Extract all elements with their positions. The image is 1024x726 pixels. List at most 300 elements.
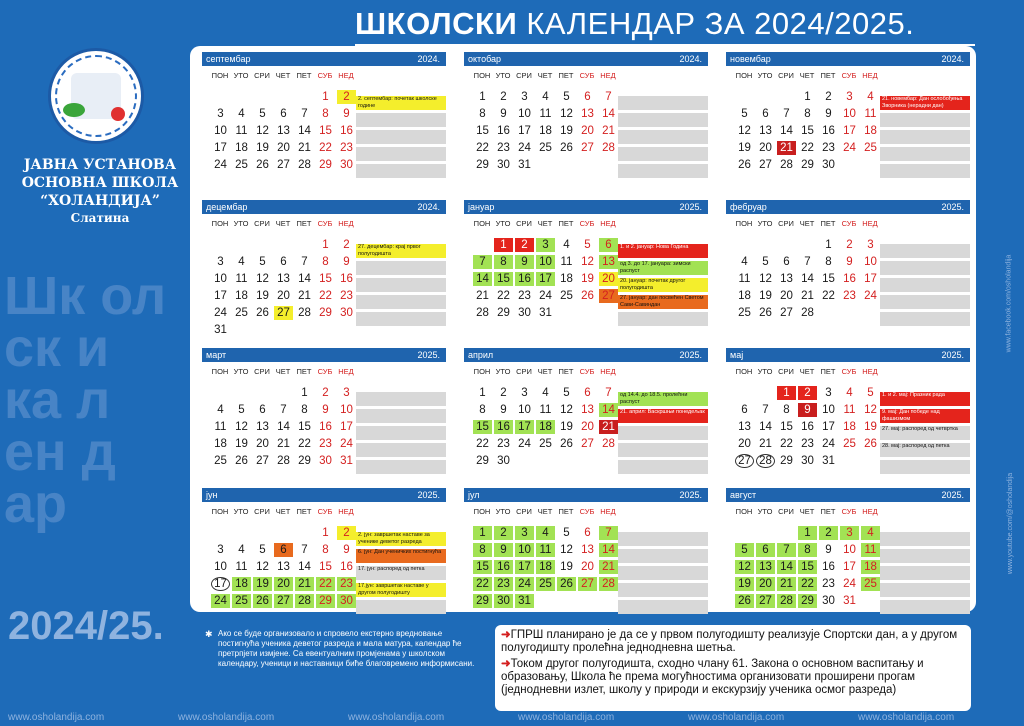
weekday-label: СРИ [778,507,794,516]
weekday-label: СУБ [841,507,857,516]
day-cell: 28 [295,594,314,608]
day-cell: 5 [762,256,769,268]
event-note [356,295,446,309]
day-cell: 10 [864,256,877,268]
day-cell: 28 [298,307,311,319]
day-cell: 27 [735,454,754,468]
day-cell: 13 [756,560,775,574]
day-cell: 21 [295,577,314,591]
day-cell: 19 [735,577,754,591]
weekday-header [726,71,878,83]
weekday-label: ЧЕТ [275,71,291,80]
day-cell: 26 [759,307,772,319]
day-cell: 18 [560,273,573,285]
day-cell: 11 [235,273,248,285]
weekday-label: ПЕТ [558,507,574,516]
day-cell: 9 [343,544,350,556]
day-cell: 7 [605,91,612,103]
event-note [356,426,446,440]
day-cell: 2 [343,239,350,251]
day-cell: 8 [798,543,817,557]
day-cell: 12 [256,273,269,285]
day-cell: 29 [780,455,793,467]
weekday-label: УТО [495,219,511,228]
day-cell: 6 [584,387,591,399]
day-cell: 11 [560,256,573,268]
weekday-label: ЧЕТ [799,367,815,376]
event-note [356,409,446,423]
arrow-icon: ➜ [501,658,511,670]
deco-line: Шк ол [4,266,167,326]
website-link[interactable]: www.osholandija.com [518,712,615,723]
month-name: мај [730,350,744,360]
day-cell: 24 [515,577,534,591]
weekday-header [726,367,878,379]
weekday-label: НЕД [862,367,878,376]
weekday-label: ЧЕТ [537,71,553,80]
day-cell: 1 [473,526,492,540]
day-cell: 10 [518,108,531,120]
day-cell: 29 [473,594,492,608]
day-cell: 9 [515,255,534,269]
weekday-label: ЧЕТ [799,219,815,228]
weekday-label: ПЕТ [296,507,312,516]
day-cell: 5 [259,108,266,120]
day-cell: 12 [738,125,751,137]
day-cell: 16 [340,125,353,137]
weekday-label: СРИ [778,367,794,376]
day-cell: 6 [599,238,618,252]
day-cell: 17 [214,290,227,302]
website-link[interactable]: www.osholandija.com [688,712,785,723]
weekday-label: НЕД [862,507,878,516]
day-cell: 24 [843,578,856,590]
weekday-label: ЧЕТ [275,507,291,516]
day-cell: 2 [494,526,513,540]
event-note: 28. мај: распоред од петка [880,443,970,457]
day-cell: 18 [232,577,251,591]
day-cell: 8 [322,544,329,556]
event-note [880,600,970,614]
day-cell: 23 [822,142,835,154]
day-cell: 9 [322,404,329,416]
day-cell: 27 [277,159,290,171]
weekday-label: ЧЕТ [537,367,553,376]
event-note [618,443,708,457]
day-cell: 23 [518,290,531,302]
day-cell: 7 [301,544,308,556]
month-header [464,488,708,502]
day-cell: 16 [494,560,513,574]
day-cell: 25 [232,594,251,608]
deco-line: ка л [4,370,111,430]
day-cell: 16 [801,421,814,433]
day-cell: 2 [322,387,329,399]
month-name: јул [468,490,480,500]
day-cell: 30 [822,159,835,171]
weekday-label: ПЕТ [296,219,312,228]
day-cell: 10 [515,543,534,557]
weekday-label: ПОН [473,71,491,80]
event-note [356,147,446,161]
day-cell: 27 [759,159,772,171]
day-cell: 15 [473,560,492,574]
weekday-label: ПОН [735,71,753,80]
event-note [618,113,708,127]
day-cell: 22 [798,577,817,591]
day-cell: 23 [340,290,353,302]
day-cell: 11 [235,561,248,573]
day-cell: 25 [560,290,573,302]
day-cell: 21 [298,290,311,302]
month-year: 2025. [941,350,964,360]
day-cell: 6 [259,404,266,416]
weekday-label: ПОН [211,367,229,376]
day-cell: 31 [822,455,835,467]
day-cell: 11 [861,543,880,557]
day-cell: 13 [780,273,793,285]
day-cell: 28 [476,307,489,319]
day-cell: 22 [319,290,332,302]
day-cell: 12 [581,256,594,268]
footnote-box [495,625,971,711]
day-cell: 30 [801,455,814,467]
day-cell: 17 [843,125,856,137]
weekday-label: СРИ [516,367,532,376]
weekday-label: ЧЕТ [537,219,553,228]
event-note [880,566,970,580]
day-cell: 21 [777,141,796,155]
day-cell: 1 [322,239,329,251]
weekday-label: ПЕТ [296,71,312,80]
month-year: 2025. [417,350,440,360]
day-cell: 3 [217,256,224,268]
month-name: август [730,490,757,500]
page-title: ШКОЛСКИ КАЛЕНДАР ЗА 2024/2025. [355,6,915,41]
day-cell: 30 [822,595,835,607]
day-cell: 22 [319,142,332,154]
weekday-label: СРИ [254,507,270,516]
day-cell: 26 [560,142,573,154]
day-cell: 3 [217,108,224,120]
day-cell: 17 [515,420,534,434]
day-cell: 16 [515,272,534,286]
day-cell: 27 [581,142,594,154]
event-note [880,583,970,597]
day-cell: 29 [798,594,817,608]
month-year: 2024. [417,54,440,64]
day-cell: 4 [563,239,570,251]
day-cell: 5 [238,404,245,416]
event-note [618,147,708,161]
month-name: децембар [206,202,248,212]
month-октобар [464,52,708,192]
weekday-label: НЕД [338,507,354,516]
weekday-label: СРИ [516,507,532,516]
day-cell: 26 [256,159,269,171]
day-cell: 28 [602,438,615,450]
day-cell: 5 [735,543,754,557]
weekday-label: НЕД [600,71,616,80]
weekday-label: СУБ [317,507,333,516]
event-note: 1. и 2. мај: Празник рада [880,392,970,406]
day-cell: 11 [539,108,552,120]
day-cell: 29 [319,159,332,171]
website-link[interactable]: www.osholandija.com [348,712,445,723]
day-cell: 25 [214,455,227,467]
event-note [618,96,708,110]
day-cell: 26 [738,159,751,171]
day-cell: 20 [581,561,594,573]
event-note [880,244,970,258]
day-cell: 30 [340,307,353,319]
day-cell: 27 [756,594,775,608]
month-фебруар [726,200,970,340]
day-cell: 15 [801,125,814,137]
day-cell: 1 [322,527,329,539]
day-cell: 2 [819,526,838,540]
day-cell: 16 [494,420,513,434]
day-cell: 5 [563,91,570,103]
month-header [202,348,446,362]
day-cell: 15 [494,272,513,286]
deco-line: ск и [4,318,110,378]
day-cell: 24 [864,290,877,302]
event-note [356,130,446,144]
event-note [618,312,708,326]
month-name: фебруар [730,202,767,212]
day-cell: 24 [518,142,531,154]
day-cell: 12 [735,560,754,574]
event-note [880,147,970,161]
day-cell: 28 [599,577,618,591]
day-cell: 22 [473,577,492,591]
weekday-label: ЧЕТ [275,367,291,376]
day-cell: 20 [780,290,793,302]
day-cell: 8 [494,255,513,269]
day-cell: 26 [735,594,754,608]
day-cell: 2 [500,91,507,103]
day-cell: 29 [316,594,335,608]
weekday-label: НЕД [862,219,878,228]
website-link[interactable]: www.osholandija.com [8,712,105,723]
event-note [618,600,708,614]
month-децембар [202,200,446,340]
day-cell: 12 [560,404,573,416]
event-note [880,130,970,144]
day-cell: 10 [843,108,856,120]
day-cell: 18 [861,560,880,574]
day-cell: 1 [804,91,811,103]
day-cell: 27 [578,577,597,591]
event-note [356,392,446,406]
event-note [618,426,708,440]
event-note [356,278,446,292]
day-cell: 9 [825,108,832,120]
weekday-header [464,507,616,519]
day-cell: 24 [822,438,835,450]
month-name: јануар [468,202,495,212]
day-cell: 10 [214,561,227,573]
day-cell: 26 [256,307,269,319]
day-cell: 20 [277,290,290,302]
event-note [356,443,446,457]
day-cell: 15 [473,420,492,434]
day-cell: 14 [602,108,615,120]
day-cell: 29 [476,159,489,171]
day-cell: 21 [777,577,796,591]
weekday-label: УТО [233,507,249,516]
website-link[interactable]: www.osholandija.com [178,712,275,723]
day-cell: 21 [476,290,489,302]
day-cell: 1 [301,387,308,399]
month-header [202,52,446,66]
event-note [356,113,446,127]
event-note: 21. април: Васкршњи понедељак [618,409,708,423]
day-cell: 19 [253,577,272,591]
day-cell: 13 [738,421,751,433]
event-note [880,113,970,127]
day-cell: 2 [500,387,507,399]
weekday-label: УТО [233,367,249,376]
day-cell: 4 [238,544,245,556]
day-cell: 16 [319,421,332,433]
month-name: јун [206,490,218,500]
weekday-label: СУБ [579,367,595,376]
month-header [726,488,970,502]
day-cell: 4 [846,387,853,399]
school-name-line-1: ЈАВНА УСТАНОВА [23,157,177,173]
weekday-label: ПОН [473,367,491,376]
day-cell: 11 [539,404,552,416]
month-август [726,488,970,628]
month-март [202,348,446,488]
weekday-label: ПОН [735,367,753,376]
event-note: 2. септембар: почетак школске године [356,96,446,110]
weekday-label: УТО [757,507,773,516]
weekday-label: СРИ [778,219,794,228]
day-cell: 3 [536,238,555,252]
event-note: 27. децембар: крај првог полугодишта [356,244,446,258]
day-cell: 27 [581,438,594,450]
day-cell: 11 [864,108,877,120]
day-cell: 15 [319,125,332,137]
day-cell: 26 [557,577,576,591]
month-header [726,348,970,362]
day-cell: 18 [738,290,751,302]
day-cell: 27 [256,455,269,467]
weekday-label: СРИ [778,71,794,80]
day-cell: 28 [298,159,311,171]
weekday-label: ПОН [211,219,229,228]
weekday-label: УТО [495,367,511,376]
day-cell: 22 [476,438,489,450]
day-cell: 23 [843,290,856,302]
day-cell: 24 [340,438,353,450]
day-cell: 1 [479,387,486,399]
day-cell: 17 [822,421,835,433]
day-cell: 24 [518,438,531,450]
website-link[interactable]: www.osholandija.com [858,712,955,723]
day-cell: 5 [867,387,874,399]
weekday-label: СУБ [579,507,595,516]
day-cell: 10 [843,544,856,556]
day-cell: 19 [560,421,573,433]
day-cell: 9 [343,108,350,120]
day-cell: 22 [316,577,335,591]
day-cell: 18 [536,560,555,574]
event-note: од 14.4. до 18.5. пролећни распуст [618,392,708,406]
weekday-header [202,367,354,379]
day-cell: 1 [798,526,817,540]
event-note [618,549,708,563]
day-cell: 3 [521,91,528,103]
weekday-label: ПЕТ [820,219,836,228]
month-header [726,52,970,66]
weekday-label: ПЕТ [820,507,836,516]
day-cell: 9 [798,403,817,417]
day-cell: 5 [741,108,748,120]
weekday-header [726,219,878,231]
day-cell: 10 [214,273,227,285]
day-cell: 30 [497,455,510,467]
month-header [202,200,446,214]
weekday-header [464,219,616,231]
weekday-label: СРИ [254,367,270,376]
day-cell: 2 [337,90,356,104]
day-cell: 6 [274,543,293,557]
day-cell: 26 [560,438,573,450]
event-note [618,164,708,178]
event-note [880,312,970,326]
month-year: 2024. [679,54,702,64]
day-cell: 12 [235,421,248,433]
event-note [880,532,970,546]
month-септембар [202,52,446,192]
day-cell: 14 [277,421,290,433]
day-cell: 3 [515,526,534,540]
day-cell: 17 [518,125,531,137]
day-cell: 25 [738,307,751,319]
footnote-item-text: ГПРШ планирано је да се у првом полугодишту реализује Спортски дан, а у другом полугодишту пролећна једнодневна шетња. [501,629,958,654]
day-cell: 6 [584,527,591,539]
day-cell: 31 [340,455,353,467]
day-cell: 15 [298,421,311,433]
day-cell: 19 [560,561,573,573]
day-cell: 27 [780,307,793,319]
day-cell: 23 [340,142,353,154]
school-name [12,156,188,226]
event-note [880,460,970,474]
day-cell: 15 [319,561,332,573]
weekday-header [464,71,616,83]
weekday-label: ЧЕТ [799,507,815,516]
day-cell: 4 [861,526,880,540]
day-cell: 19 [256,290,269,302]
weekday-label: ПОН [211,71,229,80]
day-cell: 23 [801,438,814,450]
day-cell: 14 [298,561,311,573]
day-cell: 14 [801,273,814,285]
month-јул [464,488,708,628]
day-cell: 21 [759,438,772,450]
day-cell: 14 [599,543,618,557]
day-cell: 9 [494,543,513,557]
day-cell: 23 [319,438,332,450]
day-cell: 9 [500,108,507,120]
month-year: 2025. [679,490,702,500]
event-note: 27. мај: распоред од четвртка [880,426,970,440]
